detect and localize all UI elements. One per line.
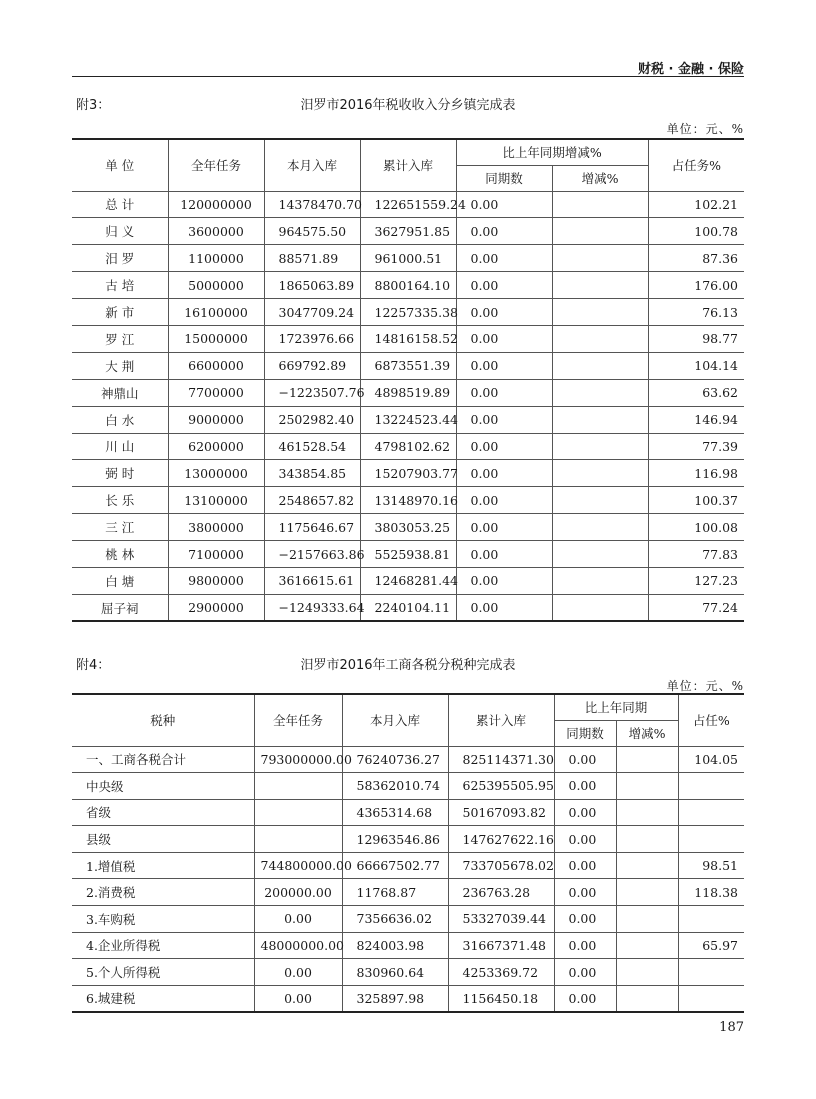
- cell-month: 88571.89: [264, 245, 360, 272]
- cell-change: [552, 299, 648, 326]
- cell-task: 2900000: [168, 594, 264, 621]
- row-name: 2.消费税: [72, 879, 254, 906]
- cell-pct: 102.21: [648, 191, 744, 218]
- table-row: [72, 245, 744, 272]
- table-row: [72, 906, 744, 933]
- table4-unit: 单位：元、%: [666, 679, 744, 693]
- table-row: [72, 985, 744, 1012]
- cell-month: 1865063.89: [264, 272, 360, 299]
- cell-task: 0.00: [254, 906, 342, 933]
- cell-pct: [678, 959, 744, 986]
- table4: [72, 693, 744, 1013]
- cell-same-period: 0.00: [554, 906, 616, 933]
- cell-change: [616, 773, 678, 800]
- cell-same-period: 0.00: [456, 460, 552, 487]
- row-name: 白 塘: [72, 567, 168, 594]
- cell-change: [552, 460, 648, 487]
- header-compare: 比上年同期增减%: [456, 139, 648, 165]
- cell-change: [552, 245, 648, 272]
- cell-same-period: 0.00: [554, 879, 616, 906]
- row-name: 3.车购税: [72, 906, 254, 933]
- cell-cumulative: 31667371.48: [448, 932, 554, 959]
- cell-change: [552, 406, 648, 433]
- table-row: [72, 541, 744, 568]
- cell-cumulative: 1156450.18: [448, 985, 554, 1012]
- cell-change: [552, 325, 648, 352]
- header-unit: 单 位: [72, 139, 168, 191]
- cell-pct: 87.36: [648, 245, 744, 272]
- table4-label: 附4：: [76, 658, 111, 673]
- table-row: [72, 746, 744, 773]
- cell-cumulative: 13148970.16: [360, 487, 456, 514]
- cell-cumulative: 961000.51: [360, 245, 456, 272]
- cell-cumulative: 3803053.25: [360, 514, 456, 541]
- cell-month: 11768.87: [342, 879, 448, 906]
- table-row: [72, 272, 744, 299]
- table-row: [72, 773, 744, 800]
- table-row: [72, 932, 744, 959]
- cell-month: 14378470.70: [264, 191, 360, 218]
- cell-pct: 100.37: [648, 487, 744, 514]
- cell-month: 58362010.74: [342, 773, 448, 800]
- cell-cumulative: 122651559.24: [360, 191, 456, 218]
- cell-change: [552, 567, 648, 594]
- row-name: 总 计: [72, 191, 168, 218]
- cell-month: 3616615.61: [264, 567, 360, 594]
- row-name: 6.城建税: [72, 985, 254, 1012]
- cell-month: 830960.64: [342, 959, 448, 986]
- cell-same-period: 0.00: [456, 594, 552, 621]
- row-name: 5.个人所得税: [72, 959, 254, 986]
- row-name: 一、工商各税合计: [72, 746, 254, 773]
- cell-same-period: 0.00: [554, 959, 616, 986]
- cell-same-period: 0.00: [554, 985, 616, 1012]
- cell-change: [552, 218, 648, 245]
- cell-month: 7356636.02: [342, 906, 448, 933]
- cell-pct: 77.24: [648, 594, 744, 621]
- cell-pct: 176.00: [648, 272, 744, 299]
- cell-month: 343854.85: [264, 460, 360, 487]
- cell-task: 1100000: [168, 245, 264, 272]
- table-row: [72, 325, 744, 352]
- table-row: [72, 799, 744, 826]
- cell-task: 793000000.00: [254, 746, 342, 773]
- cell-task: 3800000: [168, 514, 264, 541]
- cell-pct: 65.97: [678, 932, 744, 959]
- row-name: 桃 林: [72, 541, 168, 568]
- cell-pct: 98.51: [678, 852, 744, 879]
- cell-pct: [678, 826, 744, 853]
- table3-title: 汨罗市2016年税收收入分乡镇完成表: [300, 98, 516, 113]
- cell-change: [552, 433, 648, 460]
- cell-same-period: 0.00: [456, 514, 552, 541]
- cell-cumulative: 3627951.85: [360, 218, 456, 245]
- row-name: 省级: [72, 799, 254, 826]
- cell-change: [616, 932, 678, 959]
- cell-cumulative: 12468281.44: [360, 567, 456, 594]
- cell-cumulative: 733705678.02: [448, 852, 554, 879]
- cell-change: [552, 272, 648, 299]
- header-tax: 税种: [72, 694, 254, 746]
- cell-month: 325897.98: [342, 985, 448, 1012]
- cell-cumulative: 4798102.62: [360, 433, 456, 460]
- table-row: [72, 299, 744, 326]
- row-name: 4.企业所得税: [72, 932, 254, 959]
- cell-pct: 100.78: [648, 218, 744, 245]
- cell-month: −1249333.64: [264, 594, 360, 621]
- cell-month: 2502982.40: [264, 406, 360, 433]
- cell-task: [254, 799, 342, 826]
- cell-task: 15000000: [168, 325, 264, 352]
- cell-task: 7700000: [168, 379, 264, 406]
- cell-same-period: 0.00: [456, 406, 552, 433]
- cell-task: 48000000.00: [254, 932, 342, 959]
- header-task: 全年任务: [254, 694, 342, 746]
- cell-task: 120000000: [168, 191, 264, 218]
- cell-pct: [678, 773, 744, 800]
- cell-same-period: 0.00: [456, 299, 552, 326]
- cell-task: 6200000: [168, 433, 264, 460]
- cell-month: 669792.89: [264, 352, 360, 379]
- cell-task: 9000000: [168, 406, 264, 433]
- cell-change: [616, 826, 678, 853]
- cell-task: 13100000: [168, 487, 264, 514]
- table-row: [72, 594, 744, 621]
- cell-pct: [678, 799, 744, 826]
- table-row: [72, 879, 744, 906]
- cell-task: 7100000: [168, 541, 264, 568]
- cell-pct: 98.77: [648, 325, 744, 352]
- header-cumulative: 累计入库: [448, 694, 554, 746]
- cell-cumulative: 14816158.52: [360, 325, 456, 352]
- row-name: 神鼎山: [72, 379, 168, 406]
- cell-month: 3047709.24: [264, 299, 360, 326]
- table-row: [72, 218, 744, 245]
- cell-same-period: 0.00: [554, 826, 616, 853]
- row-name: 汨 罗: [72, 245, 168, 272]
- cell-change: [552, 352, 648, 379]
- cell-pct: 118.38: [678, 879, 744, 906]
- cell-change: [552, 594, 648, 621]
- cell-task: 13000000: [168, 460, 264, 487]
- cell-same-period: 0.00: [456, 379, 552, 406]
- cell-pct: [678, 985, 744, 1012]
- cell-cumulative: 6873551.39: [360, 352, 456, 379]
- cell-same-period: 0.00: [456, 567, 552, 594]
- cell-change: [552, 191, 648, 218]
- row-name: 新 市: [72, 299, 168, 326]
- row-name: 1.增值税: [72, 852, 254, 879]
- row-name: 三 江: [72, 514, 168, 541]
- cell-cumulative: 236763.28: [448, 879, 554, 906]
- cell-pct: 104.14: [648, 352, 744, 379]
- table3-unit: 单位：元、%: [666, 122, 744, 136]
- cell-pct: 63.62: [648, 379, 744, 406]
- cell-month: 2548657.82: [264, 487, 360, 514]
- cell-pct: 77.39: [648, 433, 744, 460]
- cell-change: [616, 799, 678, 826]
- row-name: 中央级: [72, 773, 254, 800]
- header-pct: 占任%: [678, 694, 744, 746]
- cell-cumulative: 8800164.10: [360, 272, 456, 299]
- cell-same-period: 0.00: [456, 487, 552, 514]
- table-row: [72, 514, 744, 541]
- cell-pct: [678, 906, 744, 933]
- cell-month: −2157663.86: [264, 541, 360, 568]
- cell-task: [254, 826, 342, 853]
- cell-task: 0.00: [254, 959, 342, 986]
- cell-same-period: 0.00: [456, 245, 552, 272]
- cell-same-period: 0.00: [554, 773, 616, 800]
- cell-month: 66667502.77: [342, 852, 448, 879]
- table-row: [72, 826, 744, 853]
- cell-month: 824003.98: [342, 932, 448, 959]
- header-month: 本月入库: [342, 694, 448, 746]
- table-row: [72, 191, 744, 218]
- cell-pct: 77.83: [648, 541, 744, 568]
- row-name: 川 山: [72, 433, 168, 460]
- cell-cumulative: 50167093.82: [448, 799, 554, 826]
- table-row: [72, 959, 744, 986]
- cell-cumulative: 4898519.89: [360, 379, 456, 406]
- cell-month: 4365314.68: [342, 799, 448, 826]
- table-row: [72, 852, 744, 879]
- cell-month: 12963546.86: [342, 826, 448, 853]
- row-name: 弼 时: [72, 460, 168, 487]
- table-row: [72, 567, 744, 594]
- table-row: [72, 379, 744, 406]
- table3-label: 附3：: [76, 98, 111, 113]
- cell-same-period: 0.00: [456, 433, 552, 460]
- table4-title: 汨罗市2016年工商各税分税种完成表: [300, 658, 516, 673]
- row-name: 长 乐: [72, 487, 168, 514]
- row-name: 大 荆: [72, 352, 168, 379]
- cell-pct: 116.98: [648, 460, 744, 487]
- page-number: 187: [719, 1020, 744, 1035]
- cell-change: [552, 514, 648, 541]
- cell-change: [616, 959, 678, 986]
- header-same-period: 同期数: [456, 165, 552, 191]
- cell-month: −1223507.76: [264, 379, 360, 406]
- header-pct: 占任务%: [648, 139, 744, 191]
- table-row: [72, 487, 744, 514]
- row-name: 屈子祠: [72, 594, 168, 621]
- table-row: [72, 352, 744, 379]
- cell-task: 6600000: [168, 352, 264, 379]
- running-header: [72, 54, 744, 77]
- cell-cumulative: 15207903.77: [360, 460, 456, 487]
- cell-pct: 76.13: [648, 299, 744, 326]
- cell-change: [616, 879, 678, 906]
- cell-task: 9800000: [168, 567, 264, 594]
- cell-same-period: 0.00: [456, 191, 552, 218]
- cell-change: [616, 906, 678, 933]
- cell-cumulative: 5525938.81: [360, 541, 456, 568]
- cell-same-period: 0.00: [456, 272, 552, 299]
- header-month: 本月入库: [264, 139, 360, 191]
- table-row: [72, 406, 744, 433]
- header-cumulative: 累计入库: [360, 139, 456, 191]
- header-task: 全年任务: [168, 139, 264, 191]
- cell-pct: 100.08: [648, 514, 744, 541]
- row-name: 罗 江: [72, 325, 168, 352]
- cell-month: 1175646.67: [264, 514, 360, 541]
- cell-cumulative: 12257335.38: [360, 299, 456, 326]
- table-row: [72, 460, 744, 487]
- cell-same-period: 0.00: [554, 799, 616, 826]
- section-title: 财税 · 金融 · 保险: [638, 62, 744, 77]
- cell-cumulative: 2240104.11: [360, 594, 456, 621]
- cell-task: 744800000.00: [254, 852, 342, 879]
- cell-cumulative: 53327039.44: [448, 906, 554, 933]
- cell-month: 964575.50: [264, 218, 360, 245]
- cell-change: [616, 746, 678, 773]
- cell-task: 5000000: [168, 272, 264, 299]
- cell-cumulative: 825114371.30: [448, 746, 554, 773]
- cell-cumulative: 13224523.44: [360, 406, 456, 433]
- header-compare: 比上年同期: [554, 694, 678, 720]
- cell-change: [616, 852, 678, 879]
- cell-same-period: 0.00: [456, 218, 552, 245]
- cell-change: [616, 985, 678, 1012]
- cell-pct: 127.23: [648, 567, 744, 594]
- header-change: 增减%: [616, 720, 678, 746]
- cell-task: 3600000: [168, 218, 264, 245]
- cell-change: [552, 487, 648, 514]
- cell-cumulative: 625395505.95: [448, 773, 554, 800]
- cell-cumulative: 147627622.16: [448, 826, 554, 853]
- cell-change: [552, 541, 648, 568]
- cell-task: 0.00: [254, 985, 342, 1012]
- header-same-period: 同期数: [554, 720, 616, 746]
- cell-same-period: 0.00: [554, 852, 616, 879]
- cell-same-period: 0.00: [554, 746, 616, 773]
- table3: [72, 138, 744, 622]
- cell-month: 461528.54: [264, 433, 360, 460]
- header-change: 增减%: [552, 165, 648, 191]
- cell-task: [254, 773, 342, 800]
- cell-same-period: 0.00: [554, 932, 616, 959]
- cell-same-period: 0.00: [456, 541, 552, 568]
- table-row: [72, 433, 744, 460]
- row-name: 白 水: [72, 406, 168, 433]
- cell-pct: 104.05: [678, 746, 744, 773]
- cell-task: 16100000: [168, 299, 264, 326]
- cell-pct: 146.94: [648, 406, 744, 433]
- cell-task: 200000.00: [254, 879, 342, 906]
- row-name: 归 义: [72, 218, 168, 245]
- cell-cumulative: 4253369.72: [448, 959, 554, 986]
- row-name: 古 培: [72, 272, 168, 299]
- cell-change: [552, 379, 648, 406]
- cell-same-period: 0.00: [456, 352, 552, 379]
- cell-same-period: 0.00: [456, 325, 552, 352]
- cell-month: 76240736.27: [342, 746, 448, 773]
- row-name: 县级: [72, 826, 254, 853]
- cell-month: 1723976.66: [264, 325, 360, 352]
